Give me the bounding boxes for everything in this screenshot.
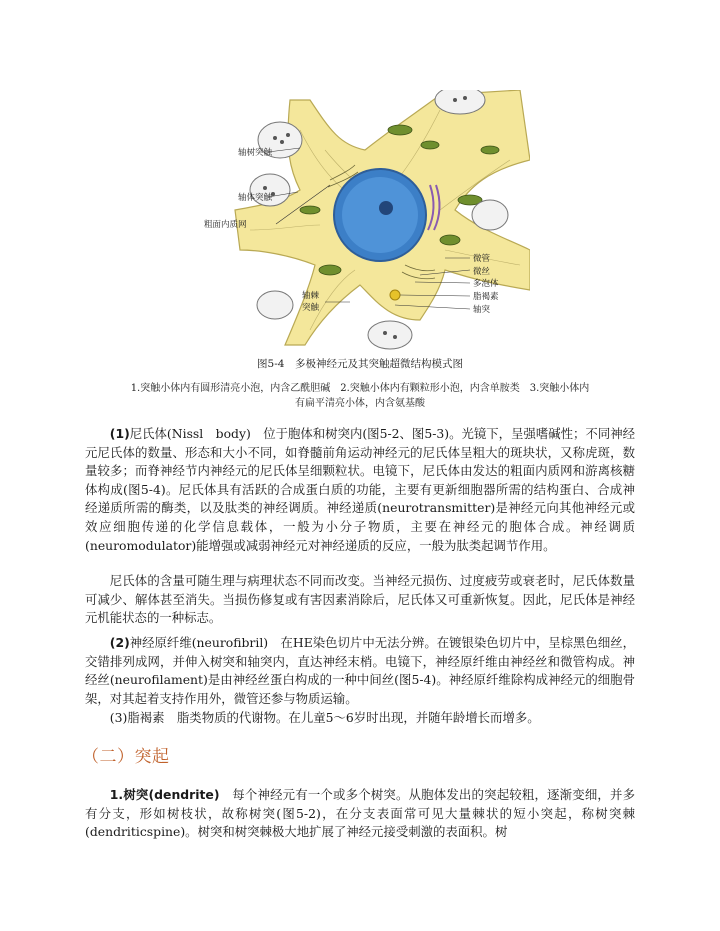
label-mvb: 多泡体 — [473, 279, 499, 289]
label-axon: 轴突 — [473, 305, 491, 315]
paragraph-lipofuscin — [85, 709, 635, 728]
figure-note — [80, 381, 640, 411]
nucleolus — [379, 201, 393, 215]
label-axosomatic: 轴体突触 — [238, 193, 273, 203]
section-heading-processes: （二）突起 — [82, 747, 170, 767]
paragraph-neurofibril — [85, 634, 635, 708]
paragraph-nissl — [85, 425, 635, 555]
neuron-illustration — [190, 90, 530, 350]
nissl-change-text: 尼氏体的含量可随生理与病理状态不同而改变。当神经元损伤、过度疲劳或衰老时，尼氏体数量可减少、解体甚至消失。当损伤修复或有害因素消除后，尼氏体又可重新恢复。因此，尼氏体是神经元机能状态的一种标志。 — [85, 573, 635, 626]
dendrite-head: 1. — [109, 787, 124, 802]
nissl-head: (1) — [109, 426, 130, 441]
neurofibril-head-rest: 神经原纤维(neurofibril) — [129, 635, 269, 650]
label-microtubule: 微管 — [473, 254, 491, 264]
neurofibril-text: 在HE染色切片中无法分辨。在镀银染色切片中，呈棕黑色细丝，交错排列成网，并伸入树突和轴突内，直达神经末梢。电镜下，神经原纤维由神经丝和微管构成。神经丝(neurofilament)是由神经丝蛋白构成的一种中间丝(图5-4)。神经原纤维除构成神经元的细胞骨架，对其起着支持作用外，微管还参与物质运输。 — [85, 635, 636, 706]
lipofuscin-granule — [390, 290, 400, 300]
label-axospinous-2: 突触 — [302, 303, 320, 313]
neurofibril-head: (2) — [109, 635, 130, 650]
figure-title: 图5-4 多极神经元及其突触超微结构模式图 — [257, 358, 463, 370]
dendrite-head-rest: 树突(dendrite) — [123, 787, 220, 802]
label-lipofuscin: 脂褐素 — [473, 292, 499, 302]
dendrite-text: 每个神经元有一个或多个树突。从胞体发出的突起较粗，逐渐变细，并多有分支，形如树枝状，故称树突(图5-2)，在分支表面常可见大量棘状的短小突起，称树突棘(dendriticspine)。树突和树突棘极大地扩展了神经元接受刺激的表面积。树 — [85, 787, 635, 840]
label-microfilament: 微丝 — [473, 267, 491, 277]
figure-note-line1: 1.突触小体内有圆形清亮小泡，内含乙酰胆碱 2.突触小体内有颗粒形小泡，内含单胺类 3.突触小体内 — [130, 383, 590, 394]
label-rough-er: 粗面内质网 — [204, 220, 247, 230]
figure-note-line2: 有扁平清亮小体，内含氨基酸 — [295, 398, 425, 409]
lipofuscin-text: (3)脂褐素 脂类物质的代谢物。在儿童5～6岁时出现，并随年龄增长而增多。 — [109, 710, 540, 725]
nissl-text: 位于胞体和树突内(图5-2、图5-3)。光镜下，呈强嗜碱性；不同神经元尼氏体的数量、形态和大小不同，如脊髓前角运动神经元的尼氏体呈粗大的斑块状，又称虎斑，数量较多；而脊神经节内神经元的尼氏体呈细颗粒状。电镜下，尼氏体由发达的粗面内质网和游离核糖体构成(图5-4)。尼氏体具有活跃的合成蛋白质的功能，主要有更新细胞器所需的结构蛋白、合成神经递质所需的酶类，以及肽类的神经调质。神经递质(neurotransmitter)是神经元向其他神经元或效应细胞传递的化学信息载体，一般为小分子物质，主要在神经元的胞体合成。神经调质(neuromodulator)能增强或减弱神经元对神经递质的反应，一般为肽类起调节作用。 — [85, 426, 635, 553]
label-axodendritic: 轴树突触 — [238, 148, 273, 158]
label-axospinous: 轴棘 — [302, 291, 320, 301]
nissl-head-rest: 尼氏体(Nissl body) — [129, 426, 251, 441]
neuron-ultrastructure-figure — [190, 90, 530, 350]
paragraph-dendrite — [85, 786, 635, 842]
paragraph-nissl-change — [85, 572, 635, 628]
nucleoplasm — [342, 177, 418, 253]
